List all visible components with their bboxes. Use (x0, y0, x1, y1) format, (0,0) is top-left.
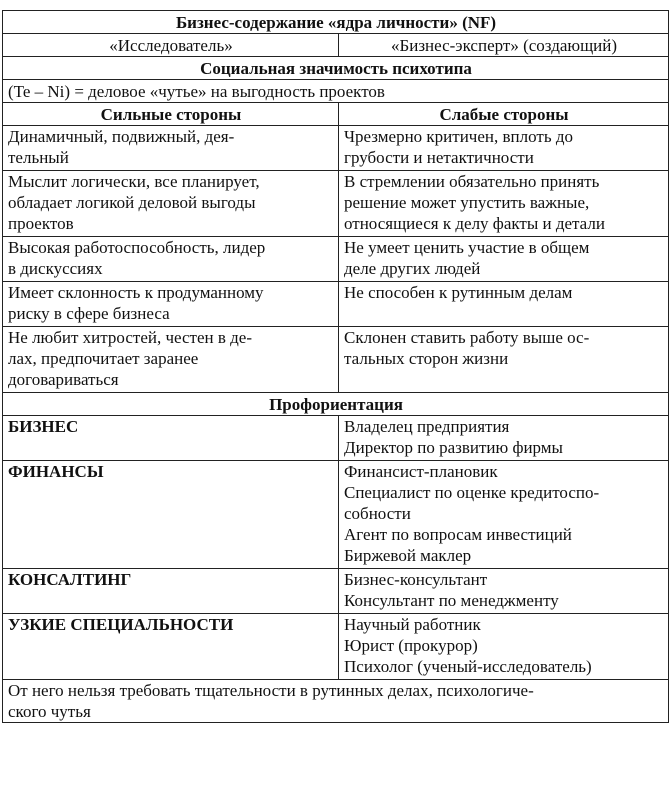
weak-side-line: Не способен к рутинным делам (344, 283, 573, 302)
career-job: Владелец предприятия (344, 417, 510, 436)
weak-side-line: относящиеся к делу факты и детали (344, 214, 605, 233)
footer-note-line: ского чутья (8, 702, 91, 721)
column-head-explorer: «Исследователь» (3, 34, 339, 57)
weak-side-line: грубости и нетактичности (344, 148, 534, 167)
career-jobs-cell (339, 569, 669, 614)
strong-side-line: договариваться (8, 370, 119, 389)
career-job: Юрист (прокурор) (344, 636, 478, 655)
weak-side-cell (339, 171, 669, 237)
weak-side-line: В стремлении обязательно принять (344, 172, 600, 191)
strong-side-line: в дискуссиях (8, 259, 103, 278)
career-job: Агент по вопросам инвестиций (344, 525, 572, 544)
career-row (3, 461, 669, 569)
strong-side-line: тельный (8, 148, 69, 167)
strong-side-line: Высокая работоспособность, лидер (8, 238, 266, 257)
table-title: Бизнес-содержание «ядра личности» (NF) (3, 11, 669, 34)
column-head-business-expert: «Бизнес-эксперт» (создающий) (339, 34, 669, 57)
strong-side-cell (3, 282, 339, 327)
strong-side-line: обладает логикой деловой выгоды (8, 193, 256, 212)
weak-side-line: тальных сторон жизни (344, 349, 509, 368)
career-job: собности (344, 504, 411, 523)
career-job: Консультант по менеджменту (344, 591, 559, 610)
psychotype-table (2, 10, 669, 723)
section-social-significance: Социальная значимость психотипа (3, 57, 669, 80)
career-jobs-cell (339, 461, 669, 569)
strong-side-line: проектов (8, 214, 74, 233)
weak-side-cell (339, 327, 669, 393)
strong-side-cell (3, 171, 339, 237)
weak-side-line: решение может упустить важные, (344, 193, 590, 212)
functions-line: (Te – Ni) = деловое «чутье» на выгодность проектов (3, 80, 669, 103)
strong-side-line: риску в сфере бизнеса (8, 304, 170, 323)
trait-row (3, 126, 669, 171)
weak-sides-head: Слабые стороны (339, 103, 669, 126)
trait-row (3, 237, 669, 282)
strong-side-cell (3, 126, 339, 171)
weak-side-cell (339, 237, 669, 282)
weak-side-cell (339, 282, 669, 327)
weak-side-cell (339, 126, 669, 171)
career-row (3, 569, 669, 614)
weak-side-line: Чрезмерно критичен, вплоть до (344, 127, 573, 146)
strong-side-line: Имеет склонность к продуманному (8, 283, 264, 302)
career-job: Специалист по оценке кредитоспо- (344, 483, 600, 502)
career-job: Финансист-плановик (344, 462, 498, 481)
strong-side-line: Мыслит логически, все планирует, (8, 172, 260, 191)
section-career-orientation: Профориентация (3, 393, 669, 416)
trait-row (3, 327, 669, 393)
career-jobs-cell (339, 614, 669, 680)
career-job: Научный работник (344, 615, 481, 634)
career-area: КОНСАЛТИНГ (3, 569, 339, 614)
career-row (3, 614, 669, 680)
psychotype-table-sheet (2, 10, 668, 723)
strong-side-line: Динамичный, подвижный, дея- (8, 127, 235, 146)
strong-side-line: Не любит хитростей, честен в де- (8, 328, 252, 347)
trait-row (3, 171, 669, 237)
career-job: Психолог (ученый-исследователь) (344, 657, 592, 676)
career-job: Директор по развитию фирмы (344, 438, 563, 457)
career-area: ФИНАНСЫ (3, 461, 339, 569)
footer-note (3, 680, 669, 723)
strong-side-cell (3, 327, 339, 393)
career-row (3, 416, 669, 461)
career-area: УЗКИЕ СПЕЦИАЛЬНОСТИ (3, 614, 339, 680)
weak-side-line: Не умеет ценить участие в общем (344, 238, 590, 257)
career-job: Биржевой маклер (344, 546, 472, 565)
career-area: БИЗНЕС (3, 416, 339, 461)
strong-side-cell (3, 237, 339, 282)
strong-sides-head: Сильные стороны (3, 103, 339, 126)
weak-side-line: Склонен ставить работу выше ос- (344, 328, 590, 347)
career-job: Бизнес-консультант (344, 570, 488, 589)
trait-row (3, 282, 669, 327)
footer-note-line: От него нельзя требовать тщательности в рутинных делах, психологиче- (8, 681, 534, 700)
weak-side-line: деле других людей (344, 259, 481, 278)
strong-side-line: лах, предпочитает заранее (8, 349, 199, 368)
career-jobs-cell (339, 416, 669, 461)
